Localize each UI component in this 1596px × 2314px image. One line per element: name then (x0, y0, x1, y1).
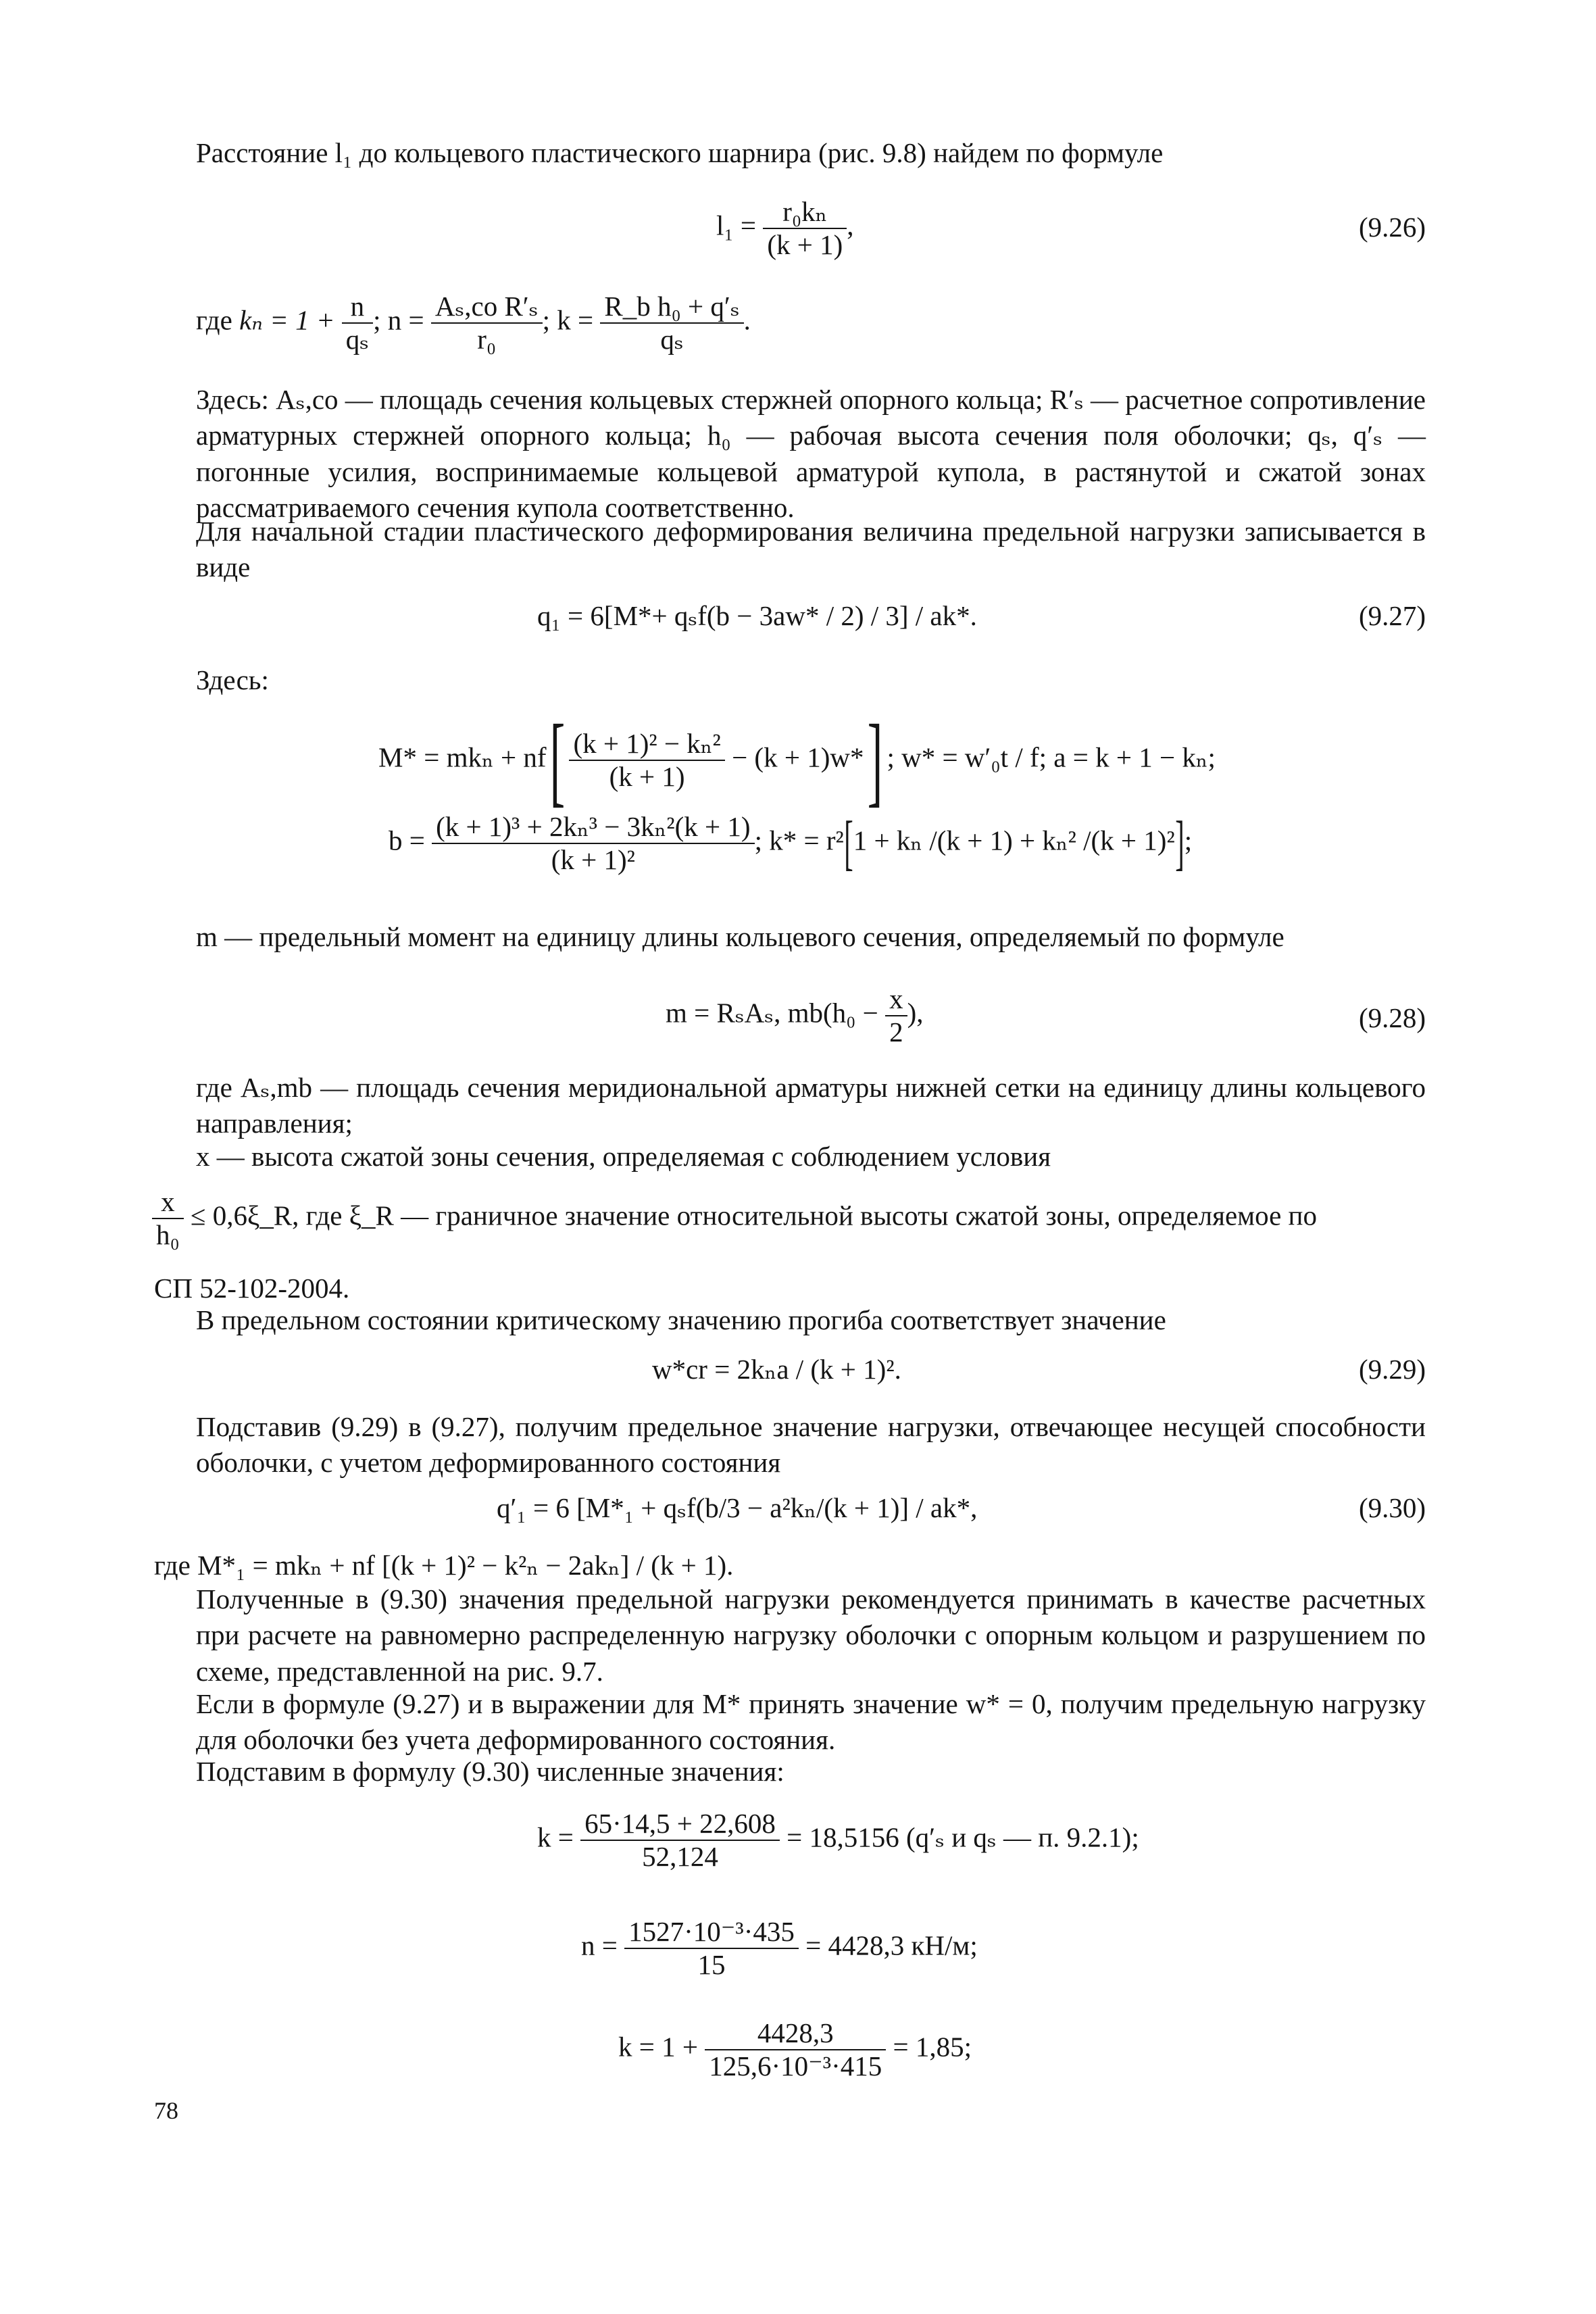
paragraph-m-definition: m — предельный момент на единицу длины кольцевого сечения, определяемый по формуле (196, 921, 1285, 952)
page-number: 78 (154, 2097, 178, 2124)
condition-x-h0: $\frac{x}{\text{h₀}}$ ≤ 0,6ξ_R, где ξ_R — граничное значение относительной высоты сжатой зоны, определяемое по (152, 1186, 1426, 1251)
sp-reference: СП 52-102-2004. (154, 1273, 350, 1304)
paragraph-asmb: где Aₛ,mb — площадь сечения меридиональной арматуры нижней сетки на единицу длины кольцевого направления; (196, 1072, 1426, 1139)
equation-number: (9.27) (1358, 600, 1426, 631)
paragraph-limit-state: В предельном состоянии критическому значению прогиба соответствует значение (196, 1304, 1166, 1335)
equation-number: (9.28) (1358, 1002, 1426, 1033)
paragraph-numeric-values: Подставим в формулу (9.30) численные значения: (196, 1756, 784, 1787)
calculation-n: n = $\frac{\text{1527·10⁻³·435}}{15}$ = 4428,3 кН/м; (581, 1916, 978, 1981)
equation-9-28: m = RₛAₛ, mb(h₀ − $\frac{x}{2}$ ), (666, 983, 924, 1048)
equation-9-27: q₁ = 6[M*+ qₛf(b − 3aw* / 2) / 3] / ak*. (537, 600, 977, 631)
paragraph-x: x — высота сжатой зоны сечения, определяемая с соблюдением условия (196, 1141, 1051, 1172)
paragraph-recommend: Полученные в (9.30) значения предельной нагрузки рекомендуется принимать в качестве расчетных при расчете на равномерно распределенную нагрузку оболочки с опорным кольцом и разрушением по схеме, представленной на рис. 9.7. (196, 1583, 1426, 1687)
equation-number: (9.29) (1358, 1354, 1426, 1385)
intro-paragraph: Расстояние l₁ до кольцевого пластического шарнира (рис. 9.8) найдем по формуле (196, 137, 1164, 168)
paragraph-initial-stage: Для начальной стадии пластического деформирования величина предельной нагрузки записывается в виде (196, 516, 1426, 583)
paragraph-if-w-zero: Если в формуле (9.27) и в выражении для M* принять значение w* = 0, получим предельную нагрузку для оболочки без учета деформированного состояния. (196, 1688, 1426, 1756)
equation-9-30: q′₁ = 6 [M*₁ + qₛf(b/3 − a²kₙ/(k + 1)] / ak*, (497, 1492, 978, 1523)
where-m-star-1: где M*₁ = mkₙ + nf [(k + 1)² − k²ₙ − 2akₙ] / (k + 1). (154, 1550, 734, 1581)
equation-number: (9.26) (1358, 212, 1426, 243)
equation-number: (9.30) (1358, 1492, 1426, 1523)
calculation-kn: k = 1 + $\frac{4428,3}{\text{125,6·10⁻³·415}}$ = 1,85; (618, 2017, 972, 2082)
equation-9-29: w*cr = 2kₙa / (k + 1)². (652, 1354, 901, 1385)
equation-b: b = $\frac{\text{(k + 1)³ + 2kₙ³ − 3kₙ²(k + 1)}}{\text{(k + 1)²}}$ ; k* = r²[1 + kₙ /(k + 1) + kₙ² /(k + 1)²]; (389, 810, 1193, 877)
equation-m-star: M* = mkₙ + nf[ $\frac{\text{(k + 1)² − kₙ²}}{(k + 1)}$ − (k + 1)w*] ; w* = w′₀t / f; a = k + 1 − kₙ; (378, 704, 1216, 816)
calculation-k: k = $\frac{65\cdot 14,5 + 22,608}{52,124}$ = 18,5156 (q′ₛ и qₛ — п. 9.2.1); (537, 1808, 1139, 1873)
paragraph-substitute: Подставив (9.29) в (9.27), получим предельное значение нагрузки, отвечающее несущей способности оболочки, с учетом деформированного состояния (196, 1411, 1426, 1479)
equation-9-26: l₁ = $\frac{\text{r₀kₙ}}{(k + 1)}$ , (716, 196, 854, 261)
where-definitions: где kₙ = 1 + $\frac{n}{\text{qₛ}}$ ; n = $\frac{\text{Aₛ,co R′ₛ}}{\text{r₀}}$ ; k = $\frac{\text{R\_b h₀ + q′ₛ}}{\text{qₛ}}$ . (196, 291, 751, 355)
paragraph-here: Здесь: (196, 664, 269, 695)
paragraph-here-definitions: Здесь: Aₛ,co — площадь сечения кольцевых стержней опорного кольца; R′ₛ — расчетное сопротивление арматурных стержней опорного кольца; h₀ — рабочая высота сечения поля оболочки; qₛ, q′ₛ — погонные усилия, воспринимаемые кольцевой арматурой купола, в растянутой и сжатой зонах рассматриваемого сечения купола соответственно. (196, 384, 1426, 523)
